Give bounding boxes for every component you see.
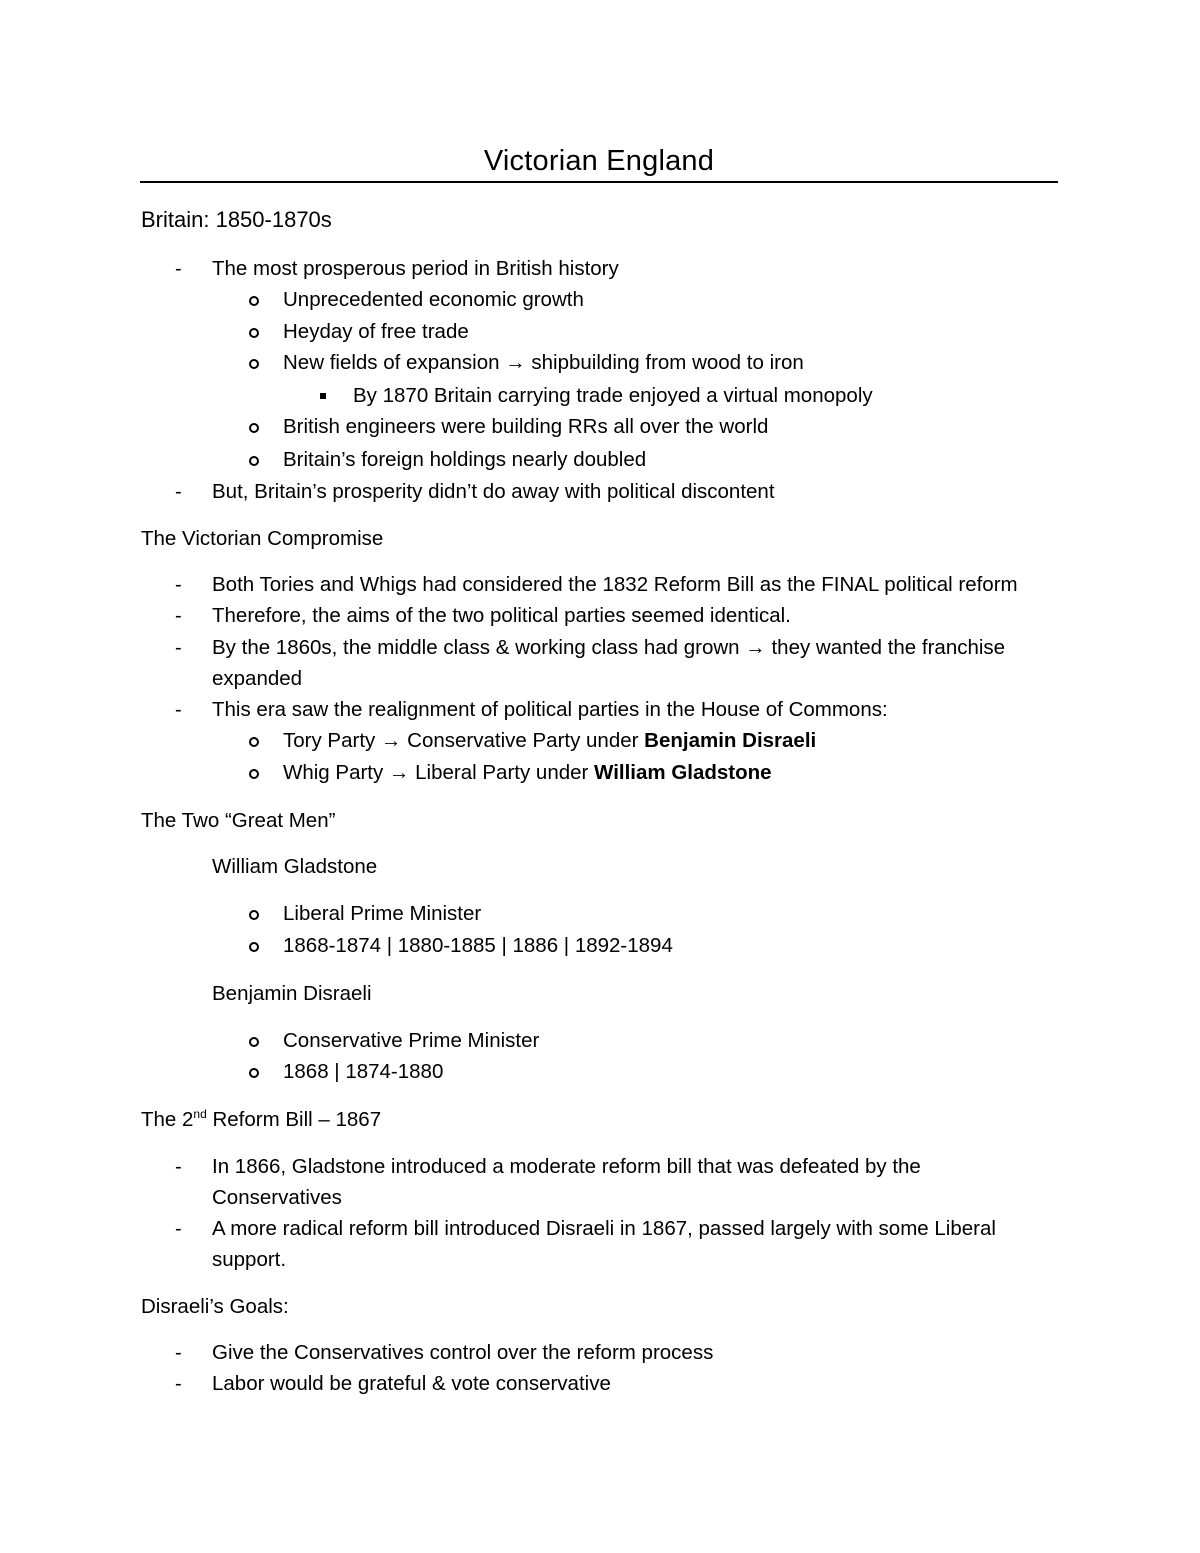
bullet-foreign-holdings: Britain’s foreign holdings nearly doubled [283, 448, 647, 471]
bullet-free-trade: Heyday of free trade [283, 320, 469, 343]
bullet-disraeli-role: Conservative Prime Minister [283, 1029, 540, 1052]
bullet-reform-control: Give the Conservatives control over the reform process [212, 1341, 714, 1364]
bullet-prosperous-period: The most prosperous period in British history [212, 257, 619, 280]
tory-leader: Benjamin Disraeli [644, 729, 817, 752]
square-bullet-icon [320, 393, 326, 399]
bullet-gladstone-terms: 1868-1874 | 1880-1885 | 1886 | 1892-1894 [283, 934, 673, 957]
section-heading-reform-bill [141, 1105, 381, 1135]
whig-leader: William Gladstone [594, 761, 772, 784]
bullet-engineers: British engineers were building RRs all over the world [283, 415, 769, 438]
reform-heading-sup: nd [193, 1107, 207, 1122]
circle-bullet-icon [249, 423, 259, 433]
circle-bullet-icon [249, 737, 259, 747]
dash-bullet: - [175, 1373, 182, 1395]
section-heading-compromise: The Victorian Compromise [141, 527, 384, 550]
bullet-tory-party [283, 726, 816, 756]
section-heading-great-men: The Two “Great Men” [141, 809, 336, 832]
dash-bullet: - [175, 605, 182, 627]
subheading-gladstone: William Gladstone [212, 855, 378, 878]
bullet-disraeli-1867-line1: A more radical reform bill introduced Disraeli in 1867, passed largely with some Liberal [212, 1217, 996, 1240]
reform-heading-pre: The 2 [141, 1108, 194, 1131]
bullet-economic-growth: Unprecedented economic growth [283, 288, 584, 311]
dash-bullet: - [175, 574, 182, 596]
bullet-labor-grateful: Labor would be grateful & vote conservative [212, 1372, 611, 1395]
page-title: Victorian England [483, 145, 715, 177]
circle-bullet-icon [249, 942, 259, 952]
dash-bullet: - [175, 1218, 182, 1240]
bullet-disraeli-1867-line2: support. [212, 1248, 287, 1271]
circle-bullet-icon [249, 910, 259, 920]
title-underline [140, 181, 1058, 183]
circle-bullet-icon [249, 328, 259, 338]
bullet-reform-bill-1832: Both Tories and Whigs had considered the 1832 Reform Bill as the FINAL political reform [212, 573, 1018, 596]
bullet-whig-party [283, 758, 772, 788]
section-heading-britain: Britain: 1850-1870s [141, 207, 332, 232]
bullet-aims-identical: Therefore, the aims of the two political parties seemed identical. [212, 604, 791, 627]
subheading-disraeli: Benjamin Disraeli [212, 982, 372, 1005]
reform-heading-post: Reform Bill – 1867 [206, 1108, 382, 1131]
bullet-new-fields: New fields of expansion → shipbuilding from wood to iron [283, 351, 804, 374]
dash-bullet: - [175, 1156, 182, 1178]
circle-bullet-icon [249, 456, 259, 466]
bullet-realignment: This era saw the realignment of political parties in the House of Commons: [212, 698, 888, 721]
section-heading-goals: Disraeli’s Goals: [141, 1295, 289, 1318]
dash-bullet: - [175, 637, 182, 659]
bullet-gladstone-1866-line1: In 1866, Gladstone introduced a moderate reform bill that was defeated by the [212, 1155, 921, 1178]
dash-bullet: - [175, 699, 182, 721]
bullet-disraeli-terms: 1868 | 1874-1880 [283, 1060, 444, 1083]
bullet-carrying-trade: By 1870 Britain carrying trade enjoyed a virtual monopoly [353, 384, 873, 407]
dash-bullet: - [175, 258, 182, 280]
whig-party-text: Whig Party → Liberal Party under [283, 761, 595, 784]
circle-bullet-icon [249, 296, 259, 306]
circle-bullet-icon [249, 359, 259, 369]
bullet-franchise-line1: By the 1860s, the middle class & working class had grown → they wanted the franchise [212, 636, 1006, 659]
tory-party-text: Tory Party → Conservative Party under [283, 729, 645, 752]
circle-bullet-icon [249, 769, 259, 779]
bullet-franchise-line2: expanded [212, 667, 303, 690]
circle-bullet-icon [249, 1037, 259, 1047]
bullet-gladstone-1866-line2: Conservatives [212, 1186, 342, 1209]
bullet-political-discontent: But, Britain’s prosperity didn’t do away with political discontent [212, 480, 775, 503]
circle-bullet-icon [249, 1068, 259, 1078]
dash-bullet: - [175, 1342, 182, 1364]
dash-bullet: - [175, 481, 182, 503]
bullet-gladstone-role: Liberal Prime Minister [283, 902, 482, 925]
